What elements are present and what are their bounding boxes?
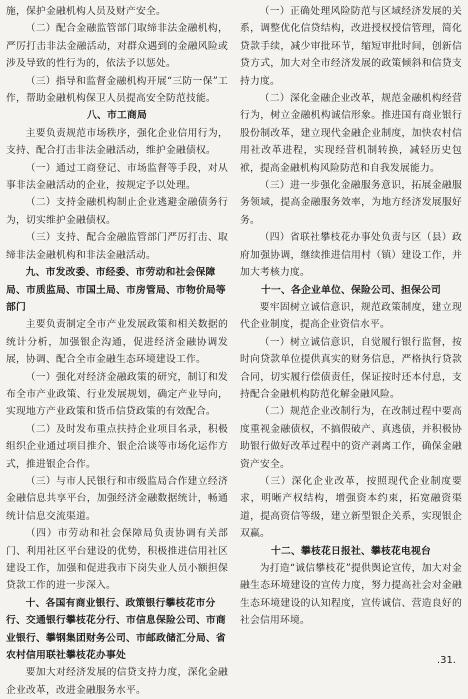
paragraph: 施，保护金融机构人员及财产安全。 xyxy=(6,6,166,17)
paragraph: （一）通过工商登记、市场监督等手段，对从事非法金融活动的企业，按规定予以处理。 xyxy=(6,162,228,192)
paragraph: （二）规范企业改制行为，在改制过程中要高度重视金融债权，不搞假破产、真逃债，并积极协助银行做好改革过程中的资产剥离工作，确保金融资产安全。 xyxy=(240,406,462,470)
paragraph: （四）省联社攀枝花办事处负责与区（县）政府加强协调，继续推进信用村（镇）建设工作，并加大考核力度。 xyxy=(240,232,462,279)
section-heading: 九、市发改委、市经委、市劳动和社会保障局、市质监局、市国土局、市房管局、市物价局等部门 xyxy=(6,267,226,313)
paragraph: 为打造“诚信攀枝花”提供舆论宣传，加大对金融生态环境建设的宣传力度，努力提高社会对金融生态环境建设的认知程度，宣传诚信、营造良好的社会信用环境。 xyxy=(240,563,462,627)
paragraph: （三）指导和监督金融机构开展“三防一保”工作，帮助金融机构保卫人员提高安全防范技能。 xyxy=(6,75,228,105)
paragraph: （二）支持金融机构制止企业逃避金融债务行为，切实维护金融债权。 xyxy=(6,197,228,226)
paragraph: （三）进一步强化金融服务意识，拓展金融服务领域，提高金融服务效率，为地方经济发展服好务。 xyxy=(240,180,462,226)
paragraph: （二）深化金融企业改革，规范金融机构经营行为，树立金融机构诚信形象。推进国有商业银行股份制改革，建立现代金融企业制度，加快农村信用社改革进程，实现经营机制转换，减轻历史包袱，提高金融机构风险防范和自我发展能力。 xyxy=(240,93,462,174)
paragraph: 主要负责规范市场秩序，强化企业信用行为，支持、配合打击非法金融活动，维护金融债权。 xyxy=(6,127,228,157)
paragraph: 要牢固树立诚信意识，规范政策制度，建立现代企业制度，提高企业资信水平。 xyxy=(240,301,462,331)
paragraph: （二）及时发布重点扶持企业项目名录，积极组织企业通过项目推介、银企洽谈等市场化运作方式，推进银企合作。 xyxy=(6,423,228,470)
section-heading: 八、市工商局 xyxy=(87,110,147,122)
paragraph: （三）与市人民银行和市级监局合作建立经济金融信息共享平台，加强经济金融数据统计，畅通统计信息交流渠道。 xyxy=(6,475,228,522)
right-column xyxy=(240,3,462,630)
paragraph: （三）深化企业改革，按照现代企业制度要求，明晰产权结构，增强资本约束，拓宽融资渠道，提高资信等级，建立新型银企关系，实现银企双赢。 xyxy=(240,475,462,540)
paragraph: 主要负责制定全市产业发展政策和相关数据的统计分析，加强银企沟通，促进经济金融协调发展，协调、配合全市金融生态环境建设工作。 xyxy=(6,319,228,366)
section-heading: 十二、攀枝花日报社、攀枝花电视台 xyxy=(271,545,431,557)
paragraph: （一）正确处理风险防范与区域经济发展的关系，调整优化信贷结构，改进授权授信管理，简化贷款手续，减少审批环节，缩短审批时间，创新信贷方式，加大对全市经济发展的政策倾斜和信贷支持力度。 xyxy=(240,6,462,87)
left-column xyxy=(6,3,228,699)
paragraph: （三）支持、配合金融监管部门严厉打击、取缔非法金融机构和非法金融活动。 xyxy=(6,232,228,261)
paragraph: （一）强化对经济金融政策的研究，制订和发布全市产业政策、行业发展规划，确定产业导向，实现地方产业政策和货币信贷政策的有效配合。 xyxy=(6,371,228,418)
paragraph: （二）配合金融监管部门取缔非法金融机构，严厉打击非法金融活动，对群众遇到的金融风险或涉及导致的性行为的，依法予以惩处。 xyxy=(6,23,228,70)
section-heading: 十、各国有商业银行、政策银行攀枝花市分行、交通银行攀枝花分行、市信息保险公司、市商业银行、攀钢集团财务公司、市邮政储汇分局、省农村信用联社攀枝花办事处 xyxy=(6,597,226,662)
section-heading: 十一、各企业单位、保险公司、担保公司 xyxy=(261,284,441,296)
paragraph: 要加大对经济发展的信贷支持力度，深化金融企业改革，改进金融服务水平。 xyxy=(6,667,228,696)
paragraph: （四）市劳动和社会保障局负责协调有关部门、利用社区平台建设的优势，积极推进信用社区建设工作，加强和促进我市下岗失业人员小额担保贷款工作的进一步深入。 xyxy=(6,528,228,592)
paragraph: （一）树立诚信意识，自觉履行银行监督，按时向贷款单位提供真实的财务信息，严格执行贷款合同，切实履行偿债责任，保证按时还本付息，支持配合金融机构防范化解金融风险。 xyxy=(240,336,462,400)
page-number: .31. xyxy=(436,655,456,666)
